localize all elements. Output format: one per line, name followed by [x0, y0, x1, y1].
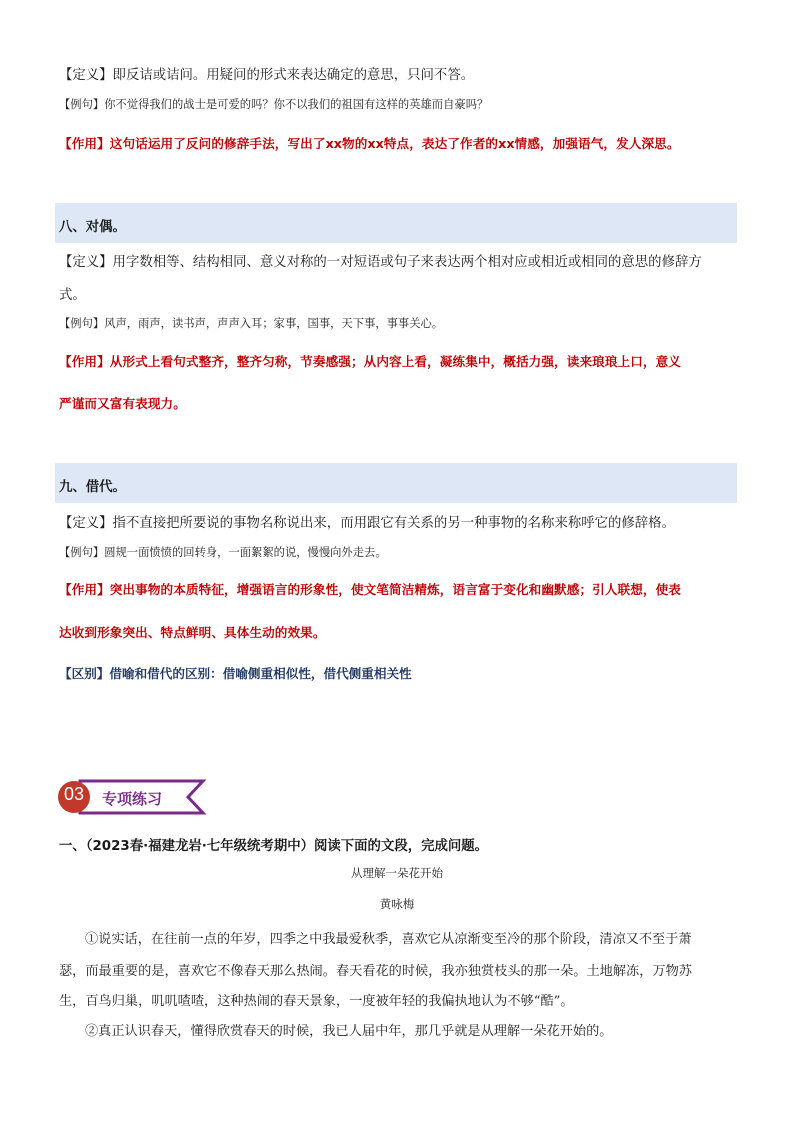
rhet-question-example: 【例句】你不觉得我们的战士是可爱的吗？你不以我们的祖国有这样的英雄而自豪吗？ [59, 98, 489, 111]
section-band-antithesis [55, 203, 737, 243]
metonymy-example: 【例句】圆规一面愤愤的回转身，一面絮絮的说，慢慢向外走去。 [59, 546, 387, 559]
paragraph-2-line-1: ②真正认识春天，懂得欣赏春天的时候，我已人届中年，那几乎就是从理解一朵花开始的。 [85, 1024, 613, 1039]
metonymy-effect: 【作用】突出事物的本质特征，增强语言的形象性，使文笔简洁精炼，语言富于变化和幽默感；引人联想，使表 [59, 582, 681, 597]
antithesis-effect-cont: 严谨而又富有表现力。 [59, 396, 186, 411]
metonymy-effect-cont: 达收到形象突出、特点鲜明、具体生动的效果。 [59, 625, 326, 640]
article-title: 从理解一朵花开始 [351, 866, 443, 880]
metonymy-definition: 【定义】指不直接把所要说的事物名称说出来，而用跟它有关系的另一种事物的名称来称呼它的修辞格。 [59, 516, 675, 531]
paragraph-1-line-1: ①说实话，在往前一点的年岁，四季之中我最爱秋季，喜欢它从凉渐变至冷的那个阶段，清凉又不至于萧 [85, 932, 692, 947]
rhet-question-effect: 【作用】这句话运用了反问的修辞手法，写出了xx物的xx特点，表达了作者的xx情感，加强语气，发人深思。 [59, 136, 680, 151]
antithesis-title: 八、对偶。 [59, 220, 126, 235]
rhet-question-definition: 【定义】即反诘或诘问。用疑问的形式来表达确定的意思，只问不答。 [59, 68, 475, 83]
exercise-question: 一、（2023春·福建龙岩·七年级统考期中）阅读下面的文段，完成问题。 [59, 839, 489, 854]
article-author: 黄咏梅 [379, 897, 415, 911]
section-band-metonymy [55, 463, 737, 503]
metonymy-title: 九、借代。 [59, 480, 126, 495]
section-header-practice [58, 775, 218, 819]
antithesis-definition: 【定义】用字数相等、结构相同、意义对称的一对短语或句子来表达两个相对应或相近或相同的意思的修辞方 [59, 255, 702, 270]
section-number-badge: 03 [63, 784, 85, 804]
section-label: 专项练习 [102, 790, 163, 808]
metonymy-difference: 【区别】借喻和借代的区别：借喻侧重相似性，借代侧重相关性 [59, 666, 412, 681]
antithesis-effect: 【作用】从形式上看句式整齐，整齐匀称，节奏感强；从内容上看，凝练集中，概括力强，读来琅琅上口，意义 [59, 354, 681, 369]
paragraph-1-line-3: 生，百鸟归巢，叽叽喳喳，这种热闹的春天景象，一度被年轻的我偏执地认为不够“酷”。 [59, 994, 574, 1009]
paragraph-1-line-2: 瑟，而最重要的是，喜欢它不像春天那么热闹。春天看花的时候，我亦独赏枝头的那一朵。土地解冻，万物苏 [59, 964, 692, 979]
antithesis-example: 【例句】风声，雨声，读书声，声声入耳；家事，国事，天下事，事事关心。 [59, 317, 444, 330]
antithesis-definition-cont: 式。 [59, 288, 86, 303]
